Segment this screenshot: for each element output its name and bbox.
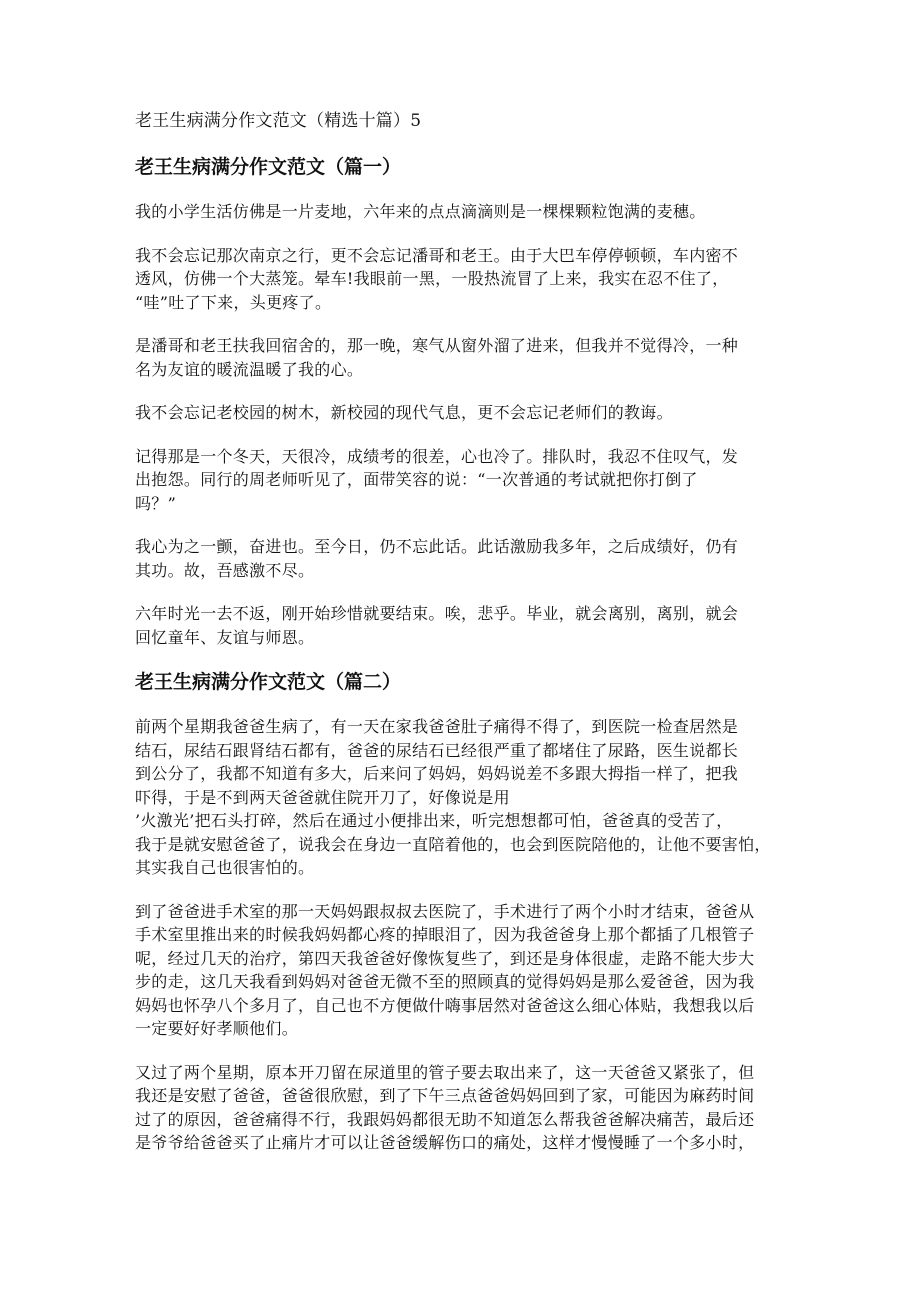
document-page	[135, 108, 795, 1175]
paragraph: 记得那是一个冬天，天很冷，成绩考的很差，心也冷了。排队时，我忍不住叹气，发 出抱怨。同行的周老师听见了，面带笑容的说：“一次普通的考试就把你打倒了 吗？”	[135, 446, 739, 513]
paragraph: 是潘哥和老王扶我回宿舍的，那一晚，寒气从窗外溜了进来，但我并不觉得冷，一种 名为友谊的暖流温暖了我的心。	[135, 336, 739, 379]
section-heading: 老王生病满分作文范文（篇一）	[135, 156, 402, 178]
paragraph: 又过了两个星期，原本开刀留在尿道里的管子要去取出来了，这一天爸爸又紧张了，但 我还是安慰了爸爸，爸爸很欣慰，到了下午三点爸爸妈妈回到了家，可能因为麻药时间 过了的原因，爸爸痛得不行，我跟妈妈都很无助不知道怎么帮我爸爸解决痛苦，最后还 是爷爷给爸爸买了止痛片才可以让爸爸缓解伤口的痛处，这样才慢慢睡了一个多小时，	[135, 1062, 755, 1152]
paragraph: 我的小学生活仿佛是一片麦地，六年来的点点滴滴则是一棵棵颗粒饱满的麦穗。	[135, 202, 706, 221]
paragraph: 我不会忘记老校园的树木，新校园的现代气息，更不会忘记老师们的教诲。	[135, 403, 673, 422]
section-2	[135, 669, 795, 1155]
paragraph: 到了爸爸进手术室的那一天妈妈跟叔叔去医院了，手术进行了两个小时才结束，爸爸从 手术室里推出来的时候我妈妈都心疼的掉眼泪了，因为我爸爸身上那个都插了几根管子 呢，经过几天的治疗，第四天我爸爸好像恢复些了，到还是身体很虚，走路不能大步大 步的走，这几天我看到妈妈对爸爸无微不至的照顾真的觉得妈妈是那么爱爸爸，因为我 妈妈也怀孕八个多月了，自己也不方便做什嗨事居然对爸爸这么细心体贴，我想我以后 一定要好好孝顺他们。	[135, 901, 755, 1038]
paragraph: 我心为之一颤，奋进也。至今日，仍不忘此话。此话激励我多年，之后成绩好，仍有 其功。故，吾感激不尽。	[135, 537, 739, 580]
section-1	[135, 154, 795, 649]
document-title: 老王生病满分作文范文（精选十篇）5	[135, 111, 422, 131]
paragraph: 前两个星期我爸爸生病了，有一天在家我爸爸肚子痛得不得了，到医院一检查居然是 结石，尿结石跟肾结石都有，爸爸的尿结石已经很严重了都堵住了尿路，医生说都长 到公分了，我都不知道有多大，后来问了妈妈，妈妈说差不多跟大拇指一样了，把我 吓得，于是不到两天爸爸就住院开刀了，好像说是用 ’火激光’把石头打碎，然后在通过小便排出来，听完想想都可怕，爸爸真的受苦了， 我于是就安慰爸爸了，说我会在身边一直陪着他的，也会到医院陪他的，让他不要害怕， 其实我自己也很害怕的。	[135, 717, 771, 877]
paragraph: 我不会忘记那次南京之行，更不会忘记潘哥和老王。由于大巴车停停顿顿，车内密不 透风，仿佛一个大蒸笼。晕车!我眼前一黑，一股热流冒了上来，我实在忍不住了， “哇”吐了下来，头更疼了。	[135, 245, 739, 312]
section-heading: 老王生病满分作文范文（篇二）	[135, 671, 402, 693]
paragraph: 六年时光一去不返，刚开始珍惜就要结束。唉，悲乎。毕业，就会离别，离别，就会 回忆童年、友谊与师恩。	[135, 604, 739, 647]
